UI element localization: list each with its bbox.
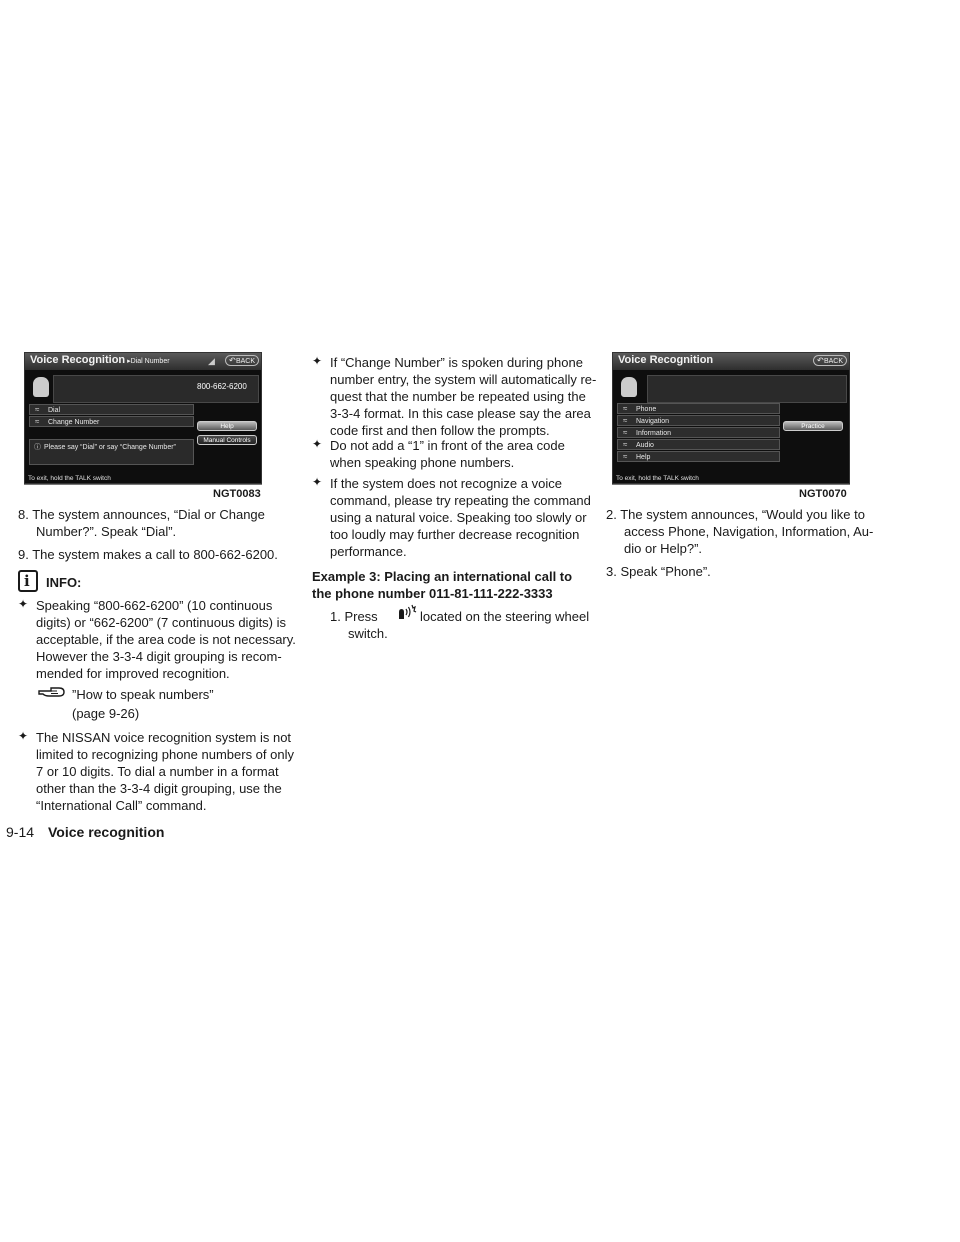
col2-bullet-2-line2: when speaking phone numbers. bbox=[330, 455, 515, 470]
col2-bullet-1-line4: 3-3-4 format. In this case please say the area bbox=[330, 406, 591, 421]
example-heading-line2: the phone number 011-81-111-222-3333 bbox=[312, 586, 553, 601]
speaker-head-icon bbox=[621, 377, 637, 397]
col2-bullet-1-line2: number entry, the system will automatically re- bbox=[330, 372, 597, 387]
info-bullet-1-line2: digits) or “662-6200” (7 continuous digits) is bbox=[36, 615, 287, 630]
info-bullet-1-line3: acceptable, if the area code is not necessary. bbox=[36, 632, 296, 647]
back-button[interactable]: ↶ BACK bbox=[225, 355, 259, 366]
step-9: 9. The system makes a call to 800-662-6200. bbox=[18, 547, 278, 562]
col2-bullet-3-line5: performance. bbox=[330, 544, 407, 559]
manual-controls-button[interactable]: Manual Controls bbox=[197, 435, 257, 445]
speaker-head-icon bbox=[33, 377, 49, 397]
col2-bullet-3-line3: using a natural voice. Speaking too slowly or bbox=[330, 510, 587, 525]
screenshot-voice-recognition bbox=[612, 352, 850, 484]
title-bar bbox=[25, 353, 261, 370]
step-1-press: 1. Press bbox=[330, 609, 378, 624]
col2-bullet-3-line1: If the system does not recognize a voice bbox=[330, 476, 562, 491]
info-bullet-2-line1: The NISSAN voice recognition system is not bbox=[36, 730, 292, 745]
info-bullet-2-line5: “International Call” command. bbox=[36, 798, 207, 813]
col3-step-2-line2: access Phone, Navigation, Information, Au- bbox=[624, 524, 874, 539]
col2-bullet-1-line1: If “Change Number” is spoken during phone bbox=[330, 355, 583, 370]
pointing-hand-icon bbox=[37, 684, 67, 700]
col3-step-2-line3: dio or Help?”. bbox=[624, 541, 703, 556]
reference-title[interactable]: ”How to speak numbers” bbox=[72, 687, 214, 702]
step-1-text: located on the steering wheel bbox=[420, 609, 590, 624]
example-heading-line1: Example 3: Placing an international call to bbox=[312, 569, 573, 584]
info-bullet-1-line4: However the 3-3-4 digit grouping is recom- bbox=[36, 649, 282, 664]
col2-bullet-3-line4: too loudly may further decrease recognition bbox=[330, 527, 580, 542]
bullet-icon: ✦ bbox=[312, 354, 323, 368]
display-bar bbox=[647, 375, 847, 403]
info-icon: ⓘ bbox=[34, 444, 41, 451]
screen-footer: To exit, hold the TALK switch bbox=[28, 475, 111, 482]
option-phone[interactable]: ≈ Phone bbox=[617, 403, 780, 414]
col3-step-3: 3. Speak “Phone”. bbox=[606, 564, 711, 579]
info-bullet-2-line3: 7 or 10 digits. To dial a number in a format bbox=[36, 764, 279, 779]
screen-footer: To exit, hold the TALK switch bbox=[616, 475, 699, 482]
option-dial[interactable]: ≈ Dial bbox=[29, 404, 194, 415]
info-heading: INFO: bbox=[46, 575, 82, 590]
option-help[interactable]: ≈ Help bbox=[617, 451, 780, 462]
option-navigation[interactable]: ≈ Navigation bbox=[617, 415, 780, 426]
back-button[interactable]: ↶ BACK bbox=[813, 355, 847, 366]
option-information[interactable]: ≈ Information bbox=[617, 427, 780, 438]
step-1-text-line2: switch. bbox=[348, 626, 388, 641]
info-bullet-2-line2: limited to recognizing phone numbers of only bbox=[36, 747, 294, 762]
help-button[interactable]: Help bbox=[197, 421, 257, 431]
col3-step-2-line1: 2. The system announces, “Would you like to bbox=[606, 507, 865, 522]
reference-page[interactable]: (page 9-26) bbox=[72, 706, 140, 721]
phone-number: 800-662-6200 bbox=[197, 382, 247, 391]
step-8-line1: 8. The system announces, “Dial or Change bbox=[18, 507, 265, 522]
page-number: 9-14 bbox=[6, 824, 35, 840]
figure-caption: NGT0083 bbox=[213, 488, 261, 500]
signal-icon: ◢ bbox=[208, 356, 215, 366]
caption-rule bbox=[24, 484, 262, 485]
practice-button[interactable]: Practice bbox=[783, 421, 843, 431]
info-bullet-2-line4: other than the 3-3-4 digit grouping, use the bbox=[36, 781, 282, 796]
bullet-icon: ✦ bbox=[18, 729, 29, 743]
title-bar bbox=[613, 353, 849, 370]
col2-bullet-3-line2: command, please try repeating the command bbox=[330, 493, 591, 508]
bullet-icon: ✦ bbox=[312, 475, 323, 489]
bullet-icon: ✦ bbox=[18, 597, 29, 611]
screenshot-dial-number bbox=[24, 352, 262, 484]
info-bullet-1-line5: mended for improved recognition. bbox=[36, 666, 230, 681]
screen-title: Voice Recognition bbox=[618, 354, 714, 366]
option-audio[interactable]: ≈ Audio bbox=[617, 439, 780, 450]
section-title: Voice recognition bbox=[48, 824, 165, 840]
info-bullet-1-line1: Speaking “800-662-6200” (10 continuous bbox=[36, 598, 273, 613]
talk-switch-icon bbox=[396, 603, 418, 623]
col2-bullet-2-line1: Do not add a “1” in front of the area code bbox=[330, 438, 565, 453]
col2-bullet-1-line3: quest that the number be repeated using the bbox=[330, 389, 586, 404]
caption-rule bbox=[612, 484, 850, 485]
screen-title: Voice Recognition ▸Dial Number bbox=[30, 354, 170, 366]
voice-prompt: ⓘ Please say “Dial” or say “Change Number” bbox=[29, 439, 194, 465]
figure-caption: NGT0070 bbox=[799, 488, 847, 500]
col2-bullet-1-line5: code first and then follow the prompts. bbox=[330, 423, 550, 438]
bullet-icon: ✦ bbox=[312, 437, 323, 451]
step-8-line2: Number?”. Speak “Dial”. bbox=[36, 524, 177, 539]
option-change-number[interactable]: ≈ Change Number bbox=[29, 416, 194, 427]
info-icon bbox=[18, 570, 38, 592]
